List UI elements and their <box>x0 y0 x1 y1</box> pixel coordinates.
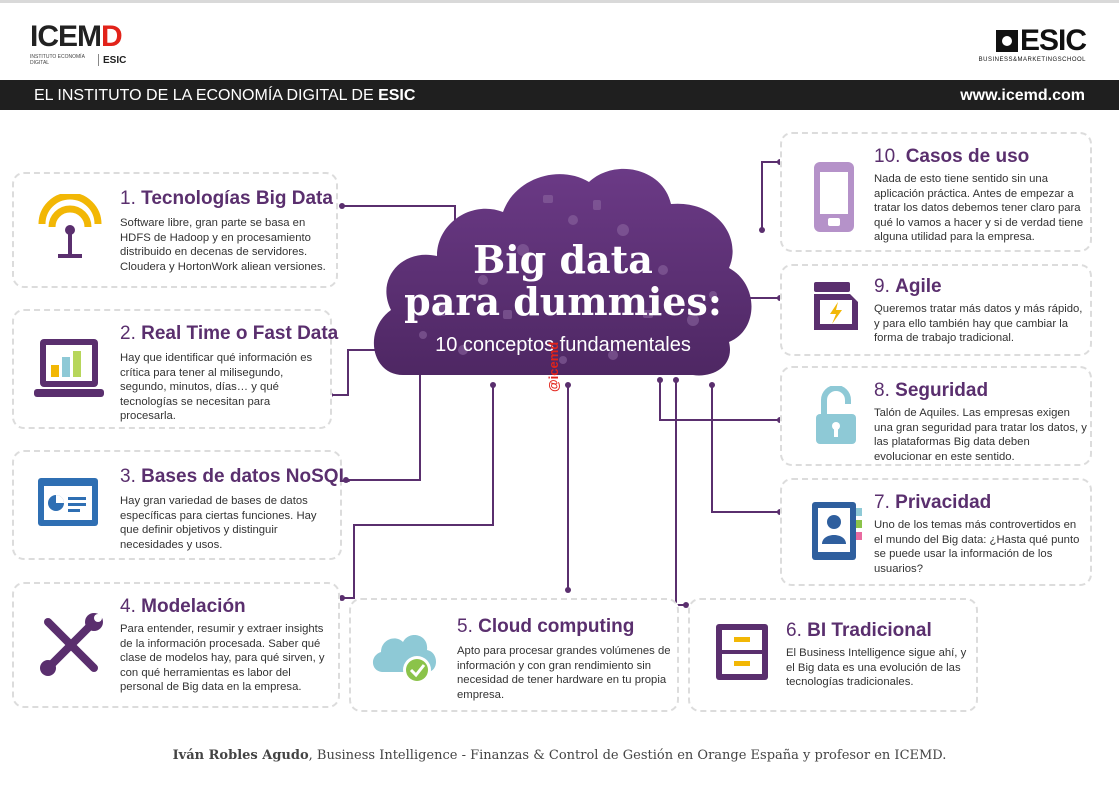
concept-card-3 <box>12 450 351 560</box>
concept-card-6 <box>688 598 978 712</box>
concept-text-9: Queremos tratar más datos y más rápido, y para ello también hay que cambiar la forma de trabajo tradicional. <box>874 303 1083 345</box>
twitter-handle[interactable]: @icemd <box>546 341 561 392</box>
central-cloud <box>363 160 763 400</box>
concept-number-8: 8. <box>874 380 890 401</box>
concept-title-5 <box>457 616 634 638</box>
concept-name-8: Seguridad <box>895 380 989 401</box>
concept-card-4 <box>12 582 340 708</box>
footer-credit <box>0 748 1119 763</box>
concept-text-2: Hay que identificar qué información es crítica para tener al milisegundo, segundo, minutos, días… y qué tecnologías se necesitan para procesarla. <box>120 352 313 423</box>
concept-text-7: Uno de los temas más controvertidos en el mundo del Big data: ¿Hasta qué punto se puede usar la información de los usuarios? <box>874 519 1080 575</box>
concept-title-8 <box>874 380 988 402</box>
banner-website-link[interactable]: www.icemd.com <box>960 87 1085 104</box>
esic-logo-text: ESIC <box>1019 24 1086 57</box>
concept-card-1 <box>12 172 338 288</box>
tools-icon <box>38 612 104 678</box>
cloud-title-line2: para dummies: <box>404 279 722 324</box>
icemd-logo-accent: D <box>101 20 122 53</box>
concept-text-4: Para entender, resumir y extraer insights de la información procesada. Saber qué clase de modelos hay, para qué sirven, y con qué herramientas es labor del personal de Big data en la empresa. <box>120 623 325 694</box>
contact-book-icon <box>810 500 866 562</box>
concept-title-2 <box>120 323 338 345</box>
icemd-logo-subtext: INSTITUTO ECONOMÍA DIGITAL <box>30 54 85 66</box>
concept-title-6 <box>786 620 932 642</box>
concept-number-3: 3. <box>120 466 136 487</box>
database-window-icon <box>36 476 100 528</box>
footer-role: , Business Intelligence - Finanzas & Control de Gestión en Orange España y profesor en ICEMD. <box>308 748 947 763</box>
concept-card-7 <box>780 478 1092 586</box>
cloud-check-icon <box>369 628 441 686</box>
laptop-chart-icon <box>34 337 104 401</box>
cloud-subtitle: 10 conceptos fundamentales <box>435 334 691 356</box>
banner-institute-bold: ESIC <box>378 87 416 104</box>
concept-name-9: Agile <box>895 276 942 297</box>
concept-title-1 <box>120 188 333 210</box>
concept-name-4: Modelación <box>141 596 246 617</box>
esic-logo-tagline: BUSINESS&MARKETINGSCHOOL <box>978 57 1086 63</box>
concept-number-2: 2. <box>120 323 136 344</box>
concept-title-9 <box>874 276 942 298</box>
concept-number-7: 7. <box>874 492 890 513</box>
padlock-icon <box>814 386 860 448</box>
concept-name-1: Tecnologías Big Data <box>141 188 333 209</box>
concept-name-5: Cloud computing <box>478 616 635 637</box>
concept-number-4: 4. <box>120 596 136 617</box>
concept-title-7 <box>874 492 991 514</box>
concept-text-5: Apto para procesar grandes volúmenes de información y con gran rendimiento sin necesidad de tener hardware en tu propia empresa. <box>457 645 671 701</box>
concept-name-6: BI Tradicional <box>807 620 932 641</box>
icemd-logo-partner: ESIC <box>103 54 127 66</box>
concept-card-9 <box>780 264 1092 356</box>
battery-box-icon <box>812 280 860 332</box>
concept-text-8: Talón de Aquiles. Las empresas exigen una gran seguridad para tratar los datos, y las plataformas Big data deben evolucionar en este sentido. <box>874 407 1087 463</box>
concept-title-3 <box>120 466 350 488</box>
concept-name-10: Casos de uso <box>905 146 1030 167</box>
smartphone-icon <box>812 160 856 234</box>
concept-card-10 <box>780 132 1092 252</box>
concept-number-6: 6. <box>786 620 802 641</box>
concept-name-7: Privacidad <box>895 492 992 513</box>
banner-institute-prefix: EL INSTITUTO DE LA ECONOMÍA DIGITAL DE <box>34 87 379 104</box>
concept-card-5 <box>349 598 679 712</box>
concept-text-3: Hay gran variedad de bases de datos específicas para ciertas funciones. Hay que definir objetivos y distinguir necesidades y usos. <box>120 495 317 551</box>
icemd-logo-text: ICEM <box>30 20 101 53</box>
filing-cabinet-icon <box>714 622 770 682</box>
concept-card-8 <box>780 366 1092 466</box>
concept-number-5: 5. <box>457 616 473 637</box>
concept-number-10: 10. <box>874 146 901 167</box>
concept-title-4 <box>120 596 246 618</box>
concept-name-3: Bases de datos NoSQL <box>141 466 351 487</box>
concept-title-10 <box>874 146 1029 168</box>
concept-number-1: 1. <box>120 188 136 209</box>
concept-text-6: El Business Intelligence sigue ahí, y el Big data es una evolución de las tecnologías tradicionales. <box>786 647 967 689</box>
cloud-title-line1: Big data <box>473 237 653 282</box>
footer-author: Iván Robles Agudo <box>172 748 309 763</box>
concept-name-2: Real Time o Fast Data <box>141 323 339 344</box>
concept-number-9: 9. <box>874 276 890 297</box>
concept-card-2 <box>12 309 339 429</box>
wifi-antenna-icon <box>36 194 104 262</box>
concept-text-1: Software libre, gran parte se basa en HDFS de Hadoop y en procesamiento distribuido en decenas de servidores. Cloudera y HortonWork aliean versiones. <box>120 217 326 273</box>
concept-text-10: Nada de esto tiene sentido sin una aplicación práctica. Antes de empezar a tratar los datos debemos tener claro para qué lo vamos a hacer y si de verdad tiene alguna utilidad para la empresa. <box>874 173 1084 244</box>
